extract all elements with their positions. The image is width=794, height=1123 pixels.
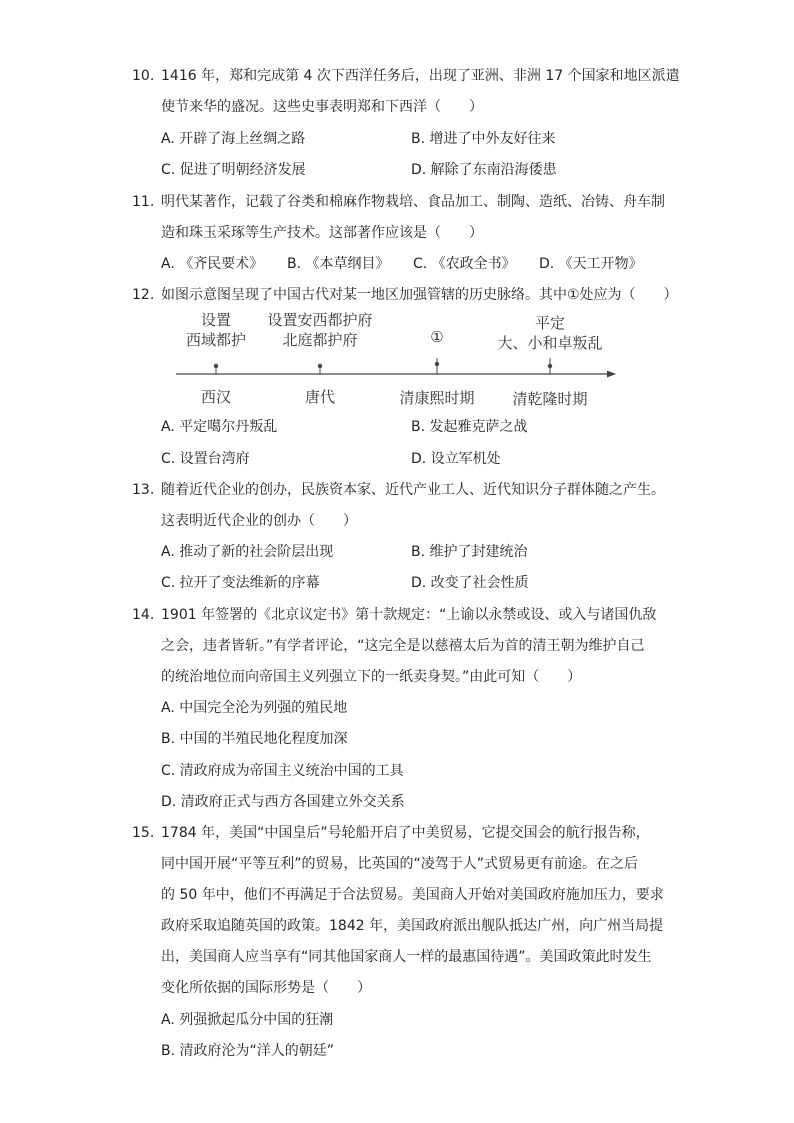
timeline-label: 大、小和卓叛乱	[497, 334, 603, 352]
question-text: 随着近代企业的创办，民族资本家、近代产业工人、近代知识分子群体随之产生。	[161, 482, 665, 498]
option-b: B. 《本草纲目》	[287, 256, 390, 272]
option-b: B. 清政府沦为“洋人的朝廷”	[161, 1043, 335, 1059]
option-b: B. 增进了中外友好往来	[411, 131, 556, 147]
timeline-diagram	[172, 306, 622, 412]
timeline-dot	[214, 364, 218, 368]
question-text: 造和珠玉采琢等生产技术。这部著作应该是（ ）	[161, 225, 483, 241]
timeline-label: 设置安西都护府	[267, 311, 373, 329]
question-number: 10.	[132, 68, 155, 84]
timeline-label: 平定	[534, 314, 566, 332]
timeline-label: 西域都护	[185, 331, 247, 349]
timeline-period: 清乾隆时期	[512, 390, 588, 408]
option-c: C. 拉开了变法维新的序幕	[161, 575, 320, 591]
question-text: 变化所依据的国际形势是（ ）	[161, 980, 371, 996]
timeline-dot	[548, 364, 552, 368]
question-text: 1416 年，郑和完成第 4 次下西洋任务后，出现了亚洲、非洲 17 个国家和地区派遣	[161, 68, 680, 84]
timeline-period: 唐代	[304, 388, 336, 406]
option-c: C. 设置台湾府	[161, 451, 250, 467]
question-number: 12.	[132, 287, 155, 303]
timeline-dot	[435, 362, 439, 366]
option-a: A. 列强掀起瓜分中国的狂潮	[161, 1012, 334, 1028]
option-b: B. 中国的半殖民地化程度加深	[161, 731, 348, 747]
question-text: 这表明近代企业的创办（ ）	[161, 513, 357, 529]
option-d: D. 设立军机处	[411, 451, 501, 467]
question-text: 1784 年，美国“中国皇后”号轮船开启了中美贸易，它提交国会的航行报告称，	[161, 825, 650, 841]
question-number: 13.	[132, 482, 155, 498]
option-a: A. 开辟了海上丝绸之路	[161, 131, 306, 147]
question-number: 15.	[132, 825, 155, 841]
option-b: B. 发起雅克萨之战	[411, 419, 528, 435]
question-number: 11.	[132, 194, 155, 210]
option-d: D. 《天工开物》	[539, 256, 643, 272]
option-c: C. 清政府成为帝国主义统治中国的工具	[161, 763, 404, 779]
question-text: 使节来华的盛况。这些史事表明郑和下西洋（ ）	[161, 99, 483, 115]
question-text: 同中国开展“平等互利”的贸易，比英国的“凌驾于人”式贸易更有前途。在之后	[161, 856, 639, 872]
timeline-period: 清康熙时期	[399, 389, 475, 407]
question-text: 的 50 年中，他们不再满足于合法贸易。美国商人开始对美国政府施加压力，要求	[161, 887, 664, 903]
question-text: 1901 年签署的《北京议定书》第十款规定：“上谕以永禁或设、或入与诸国仇敌	[161, 607, 657, 623]
option-a: A. 中国完全沦为列强的殖民地	[161, 700, 348, 716]
timeline-label: 北庭都护府	[282, 331, 358, 349]
timeline-dot	[318, 364, 322, 368]
option-c: C. 《农政全书》	[413, 256, 516, 272]
option-a: A. 推动了新的社会阶层出现	[161, 544, 334, 560]
question-text: 出，美国商人应当享有“同其他国家商人一样的最惠国待遇”。美国政策此时发生	[161, 949, 652, 965]
timeline-label: 设置	[200, 311, 232, 329]
question-text: 政府采取追随英国的政策。1842 年，美国政府派出舰队抵达广州，向广州当局提	[161, 918, 664, 934]
option-d: D. 清政府正式与西方各国建立外交关系	[161, 794, 405, 810]
option-c: C. 促进了明朝经济发展	[161, 162, 306, 178]
timeline-label: ①	[430, 328, 444, 346]
option-d: D. 解除了东南沿海倭患	[411, 162, 557, 178]
option-d: D. 改变了社会性质	[411, 575, 529, 591]
option-b: B. 维护了封建统治	[411, 544, 528, 560]
question-number: 14.	[132, 607, 155, 623]
option-a: A. 《齐民要术》	[161, 256, 264, 272]
question-text: 的统治地位而向帝国主义列强立下的一纸卖身契。”由此可知（ ）	[161, 669, 582, 685]
question-text: 如图示意图呈现了中国古代对某一地区加强管辖的历史脉络。其中①处应为（ ）	[161, 287, 678, 303]
question-text: 明代某著作，记载了谷类和棉麻作物栽培、食品加工、制陶、造纸、冶铸、舟车制	[161, 194, 665, 210]
option-a: A. 平定噶尔丹叛乱	[161, 419, 278, 435]
arrow-head-icon	[607, 371, 616, 378]
timeline-period: 西汉	[200, 388, 232, 406]
question-text: 之会，违者皆斩。”有学者评论，“这完全是以慈禧太后为首的清王朝为维护自己	[161, 638, 645, 654]
